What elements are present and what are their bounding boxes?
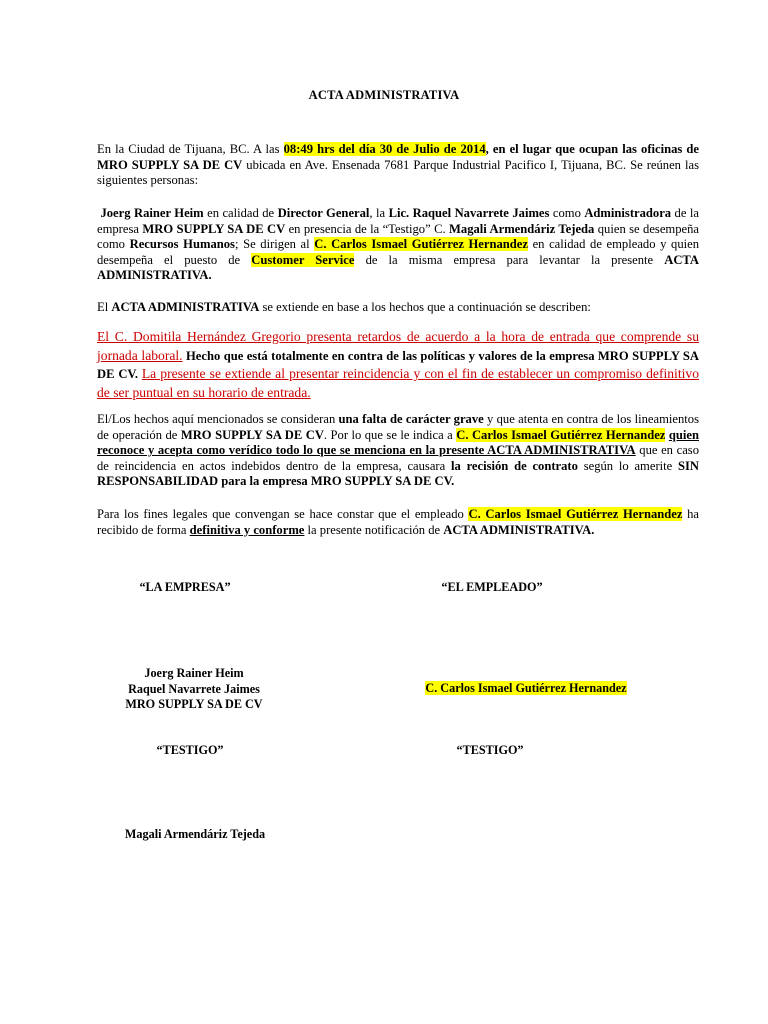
time-date-highlight: 08:49 hrs del día 30 de Julio de 2014 xyxy=(283,142,486,156)
text: y que atenta en contra de los lineamientos de operación de xyxy=(97,412,699,442)
acta-label: ACTA ADMINISTRATIVA. xyxy=(443,522,595,537)
company-signatory-name: Raquel Navarrete Jaimes xyxy=(128,681,260,696)
text: ha recibido de forma xyxy=(97,507,699,537)
acknowledgement: quien reconoce y acepta como verídico todo lo que se menciona en la presente ACTA ADMINISTRATIVA xyxy=(97,427,699,458)
company-name: MRO SUPPLY SA DE CV xyxy=(180,427,324,442)
company-name: MRO SUPPLY SA DE CV xyxy=(142,221,286,236)
text: , en el lugar que ocupan las oficinas de xyxy=(485,142,699,156)
text: El xyxy=(97,300,112,314)
text: la presente notificación de xyxy=(304,522,444,537)
employee-name-highlight: C. Carlos Ismael Gutiérrez Hernandez xyxy=(468,507,683,521)
red-fact-text: La presente se extiende al presentar reincidencia y con el fin de establecer un compromiso definitivo de ser puntual en su horario de entrada. xyxy=(97,366,699,400)
recision: la recisión de contrato xyxy=(450,458,578,473)
text: En la Ciudad de Tijuana, BC. A las xyxy=(97,142,284,156)
text: como xyxy=(549,206,585,220)
intro-paragraph xyxy=(97,142,699,189)
grave-fault: una falta de carácter grave xyxy=(338,412,484,426)
company-name: MRO SUPPLY SA DE CV xyxy=(97,157,243,172)
definitive-conform: definitiva y conforme xyxy=(189,522,305,537)
company-signatories xyxy=(100,666,288,713)
role: Recursos Humanos xyxy=(129,237,235,252)
text: . Por lo que se le indica a xyxy=(323,427,457,442)
employee-name-highlight: C. Carlos Ismael Gutiérrez Hernandez xyxy=(456,427,666,442)
employee-signatory xyxy=(410,681,642,697)
conformity-paragraph xyxy=(97,507,699,538)
acta-label: ACTA ADMINISTRATIVA xyxy=(111,300,260,314)
basis-paragraph xyxy=(97,300,699,316)
text: Para los fines legales que convengan se hace constar que el empleado xyxy=(97,507,469,521)
text: ubicada en Ave. Ensenada 7681 Parque Industrial Pacifico I, Tijuana, BC. Se reúnen las siguientes personas: xyxy=(97,157,699,188)
text: que en caso de reincidencia en actos indebidos dentro de la empresa, causara xyxy=(97,443,699,473)
employee-signature-label: “EL EMPLEADO” xyxy=(441,580,543,594)
acta-label: ACTA ADMINISTRATIVA. xyxy=(97,252,699,283)
witness-signatory-name: Magali Armendáriz Tejeda xyxy=(124,827,266,841)
person-name: Lic. Raquel Navarrete Jaimes xyxy=(388,206,550,220)
text: El/Los hechos aquí mencionados se consideran xyxy=(97,412,339,426)
company-signatory-name: Joerg Rainer Heim xyxy=(144,666,244,680)
employee-name-highlight: C. Carlos Ismael Gutiérrez Hernandez xyxy=(314,237,528,252)
witness-signature-label: “TESTIGO” xyxy=(456,743,524,757)
text: quien se desempeña como xyxy=(97,221,699,252)
text: Hecho que está totalmente en contra de las políticas y valores de la empresa MRO SUPPLY SA DE CV. xyxy=(97,348,699,381)
text: en presencia de la “Testigo” C. xyxy=(285,221,450,236)
text: se extiende en base a los hechos que a continuación se describen: xyxy=(259,300,591,314)
red-fact-text: El C. Domitila Hernández Gregorio presenta retardos de acuerdo a la hora de entrada que comprende su jornada laboral. xyxy=(97,329,699,363)
text: de la empresa xyxy=(97,206,699,236)
position-highlight: Customer Service xyxy=(251,252,355,267)
consequence-paragraph xyxy=(97,412,699,490)
witness-signature-label: “TESTIGO” xyxy=(156,743,224,757)
role: Administradora xyxy=(584,206,672,220)
company-signatory-name: MRO SUPPLY SA DE CV xyxy=(125,697,263,711)
text: , la xyxy=(369,206,389,220)
document-title: ACTA ADMINISTRATIVA xyxy=(308,88,460,102)
no-responsibility: SIN RESPONSABILIDAD para la empresa MRO SUPPLY SA DE CV. xyxy=(97,458,700,489)
role: Director General xyxy=(277,206,370,220)
text: según lo amerite xyxy=(577,458,679,473)
text: en calidad de xyxy=(203,206,278,220)
person-name: Joerg Rainer Heim xyxy=(100,206,204,220)
text: en calidad de empleado y quien desempeña el puesto de xyxy=(97,237,699,267)
employee-signatory-name: C. Carlos Ismael Gutiérrez Hernandez xyxy=(425,681,627,695)
facts-paragraph xyxy=(97,328,699,402)
witness-name: Magali Armendáriz Tejeda xyxy=(449,221,595,236)
company-signature-label: “LA EMPRESA” xyxy=(139,580,231,594)
participants-paragraph xyxy=(97,206,699,284)
text: de la misma empresa para levantar la presente xyxy=(354,252,665,267)
text: ; Se dirigen al xyxy=(234,237,315,252)
